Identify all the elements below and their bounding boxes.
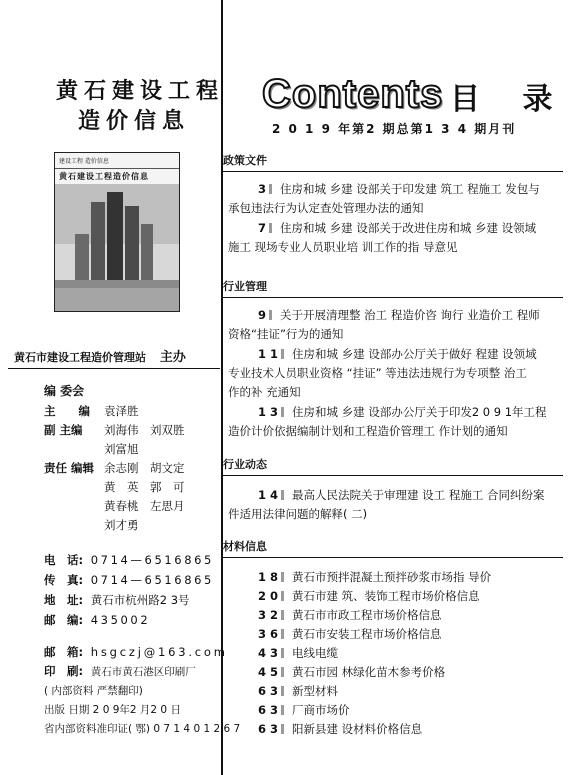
resp-editor-name: 黄春桃: [104, 499, 139, 513]
toc-entry[interactable]: [258, 403, 568, 422]
page-number: 1 4: [258, 488, 279, 502]
issue-number: 2 0 1 9 年第2 期总第1 3 4 期月刊: [272, 122, 517, 136]
page-number: 6 3: [258, 684, 279, 698]
entry-title-cont: 造价计价依据编制计划和工程造价管理工 作计划的通知: [228, 424, 508, 438]
page-number: 3 6: [258, 627, 279, 641]
fax-value: 0714—6516865: [90, 573, 214, 587]
entry-title: 黄石市园 林绿化苗木参考价格: [292, 665, 446, 679]
board-heading: 编 委会: [44, 384, 85, 398]
deputy-label: 副 主编: [44, 423, 83, 437]
bar-icon: [281, 705, 284, 715]
entry-title-cont: 件适用法律问题的解释( 二): [228, 507, 368, 521]
bar-icon: [281, 407, 284, 417]
entry-title: 关于开展清理整 治工 程造价咨 询行 业造价工 程师: [280, 308, 540, 322]
zip-value: 435002: [90, 613, 151, 627]
printer-value: 黄石市黄石港区印刷厂: [90, 666, 196, 678]
resp-editor-label: 责任 编辑: [44, 461, 95, 475]
phone-value: 0714—6516865: [90, 553, 214, 567]
deputy-name: 刘双胜: [150, 423, 185, 437]
page-number: 7: [258, 221, 267, 235]
resp-editor-name: 刘才勇: [104, 518, 139, 532]
page-number: 9: [258, 308, 267, 322]
bar-icon: [281, 648, 284, 658]
entry-title: 阳新县建 设材料价格信息: [292, 722, 423, 736]
entry-title: 黄石市市政工程市场价格信息: [292, 608, 442, 622]
sponsor-tag: 主办: [159, 350, 186, 365]
entry-title-cont: 专业技术人员职业资格 “挂证” 等违法违规行为专项整 治工: [228, 366, 527, 380]
entry-title: 最高人民法院关于审理建 设工 程施工 合同纠纷案: [292, 488, 545, 502]
page-number: 6 3: [258, 722, 279, 736]
bar-icon: [281, 667, 284, 677]
address-label: 地 址:: [44, 593, 84, 607]
email-row: [44, 644, 228, 660]
page-number: 1 8: [258, 570, 279, 584]
page-number: 1 1: [258, 347, 279, 361]
mulu-heading: 目 录: [450, 82, 569, 117]
cover-thumbnail: [54, 152, 180, 312]
toc-entry[interactable]: [258, 663, 445, 682]
bar-icon: [269, 184, 272, 194]
toc-entry[interactable]: [258, 219, 568, 238]
resp-editor-name: 左思月: [150, 499, 185, 513]
toc-entry[interactable]: [258, 587, 480, 606]
address-row: [44, 592, 190, 608]
bar-icon: [281, 724, 284, 734]
toc-entry[interactable]: [258, 644, 338, 663]
deputy-name: 刘富旭: [104, 442, 139, 456]
entry-title: 电线电缆: [292, 646, 339, 660]
toc-entry[interactable]: [258, 625, 442, 644]
bar-icon: [281, 629, 284, 639]
printer-label: 印 刷:: [44, 664, 84, 678]
entry-title: 黄石市预拌混凝土预拌砂浆市场指 导价: [292, 570, 492, 584]
toc-entry[interactable]: [258, 306, 568, 325]
section-title: 材料信息: [223, 538, 563, 558]
entry-title-cont: 资格“挂证”行为的通知: [228, 327, 344, 341]
zip-label: 邮 编:: [44, 613, 84, 627]
toc-entry[interactable]: [258, 701, 350, 720]
page-number: 6 3: [258, 703, 279, 717]
section-title: 行业动态: [223, 456, 563, 476]
resp-editor-name: 黄 英: [104, 480, 139, 494]
fax-row: [44, 572, 214, 588]
section-title: 政策文件: [223, 152, 563, 172]
permit-number: 省内部资料准印证( 鄂) 0 7 1 4 0 1 2 6 7: [44, 723, 241, 735]
sponsor-rule: [8, 368, 220, 369]
page-number: 2 0: [258, 589, 279, 603]
entry-title: 住房和城 乡建 设部办公厅关于做好 程建 设领域: [292, 347, 537, 361]
zip-row: [44, 612, 150, 628]
sponsor-line: [14, 346, 186, 365]
entry-title: 黄石市建 筑、装饰工程市场价格信息: [292, 589, 480, 603]
entry-title: 新型材料: [292, 684, 339, 698]
section-title: 行业管理: [223, 278, 563, 298]
email-value: hsgczj@163.com: [90, 645, 228, 659]
entry-title-cont: 施工 现场专业人员职业培 训工作的指 导意见: [228, 240, 458, 254]
cover-mast: 黄石建设工程造价信息: [59, 172, 149, 181]
page-number: 4 3: [258, 646, 279, 660]
journal-title-line1: 黄石建设工程: [56, 78, 225, 104]
cover-mast-small: 建设工程 造价信息: [55, 153, 179, 169]
bar-icon: [281, 686, 284, 696]
phone-row: [44, 552, 214, 568]
cover-building-image: [55, 184, 179, 312]
phone-label: 电 话:: [44, 553, 84, 567]
bar-icon: [269, 223, 272, 233]
page-number: 3 2: [258, 608, 279, 622]
toc-entry[interactable]: [258, 486, 568, 505]
entry-title: 住房和城 乡建 设部办公厅关于印发2 0 9 1年工程: [292, 405, 547, 419]
bar-icon: [281, 610, 284, 620]
journal-title-line2: 造价信息: [78, 108, 191, 134]
chief-label: 主 编: [44, 404, 90, 418]
entry-title: 厂商市场价: [292, 703, 350, 717]
page-number: 1 3: [258, 405, 279, 419]
publish-date: 出版 日期 2 0 9年2 月2 0 日: [44, 704, 181, 716]
toc-entry[interactable]: [258, 180, 568, 199]
email-label: 邮 箱:: [44, 645, 84, 659]
resp-editor-name: 郭 可: [150, 480, 185, 494]
fax-label: 传 真:: [44, 573, 84, 587]
chief-name: 袁泽胜: [104, 404, 139, 418]
entry-title-cont: 承包违法行为认定查处管理办法的通知: [228, 201, 424, 215]
entry-title: 黄石市安装工程市场价格信息: [292, 627, 442, 641]
sponsor-name: 黄石市建设工程造价管理站: [14, 351, 146, 364]
resp-editor-name: 胡文定: [150, 461, 185, 475]
page-number: 4 5: [258, 665, 279, 679]
deputy-name: 刘海伟: [104, 423, 139, 437]
internal-note: ( 内部资料 严禁翻印): [44, 685, 143, 697]
toc-entry[interactable]: [258, 720, 422, 739]
entry-title: 住房和城 乡建 设部关于印发建 筑工 程施工 发包与: [280, 182, 540, 196]
address-value: 黄石市杭州路2 3号: [90, 593, 190, 607]
printer-row: [44, 663, 196, 679]
bar-icon: [281, 490, 284, 500]
toc-entry[interactable]: [258, 568, 491, 587]
contents-heading: Contents: [262, 72, 444, 116]
bar-icon: [281, 572, 284, 582]
resp-editor-name: 余志刚: [104, 461, 139, 475]
toc-entry[interactable]: [258, 606, 442, 625]
bar-icon: [281, 591, 284, 601]
bar-icon: [281, 349, 284, 359]
bar-icon: [269, 310, 272, 320]
entry-title-cont: 作的补 充通知: [228, 385, 301, 399]
toc-entry[interactable]: [258, 682, 338, 701]
entry-title: 住房和城 乡建 设部关于改进住房和城 乡建 设领域: [280, 221, 537, 235]
page-number: 3: [258, 182, 267, 196]
toc-entry[interactable]: [258, 345, 568, 364]
